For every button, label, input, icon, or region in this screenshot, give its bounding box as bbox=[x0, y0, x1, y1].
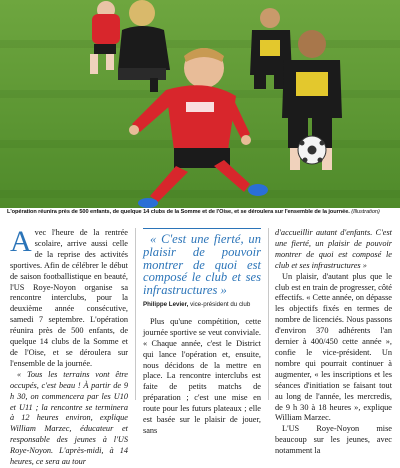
article-column-1 bbox=[10, 225, 128, 468]
caption-credit: (Illustration) bbox=[351, 209, 380, 215]
article-column-3 bbox=[275, 228, 392, 457]
soccer-ball bbox=[298, 136, 326, 164]
article-paragraph: L'US Roye-Noyon mise beaucoup sur les jeunes, avec notamment la bbox=[275, 424, 392, 456]
article-lead-paragraph bbox=[10, 225, 128, 370]
pull-quote bbox=[143, 228, 261, 311]
football-photo-illustration bbox=[0, 0, 400, 208]
article-photo bbox=[0, 0, 400, 208]
photo-caption bbox=[7, 209, 397, 216]
article-paragraph: « Tous les terrains vont être occupés, c'est beau ! À partir de 9 h 30, on commencera par les U10 et U11 ; la rencontre se terminera à 12 heures environ, explique William Marzec, éducateur et responsable des jeunes à l'US Roye-Noyon. L'après-midi, à 14 heures, ce sera au tour bbox=[10, 369, 128, 467]
article-paragraph: Plus qu'une compétition, cette journée sportive se veut conviviale. « Chaque année, c'est le District qui lance l'opération et, ensuite, nous décidons de la mettre en place. La rencontre interclubs est faite de petits matchs de préparation ; c'est une mise en route pour les futurs plateaux ; elle est basée sur le plaisir de jouer, sans bbox=[143, 316, 261, 435]
article-column-2 bbox=[143, 228, 261, 437]
lead-text: vec l'heure de la rentrée scolaire, arrive aussi celle de la reprise des activités sportives. Afin de célébrer le début de saison footballistique en beauté, l'US Roye-Noyon organise sa rencontre interclubs, pour la deuxième année consécutive, samedi 7 septembre. L'opération réunira près de 500 enfants, de quelque 14 clubs de la Somme et de l'Oise, et se déroulera sur l'ensemble de la journée. bbox=[10, 228, 128, 368]
drop-cap: A bbox=[10, 225, 32, 258]
pull-quote-author bbox=[143, 300, 261, 311]
article-paragraph: Un plaisir, d'autant plus que le club est en train de progresser, côté effectifs. « Cette année, on dépasse les objectifs fixés en termes de nombre de licenciés. Nous passons d'environ 370 adhérents l'an dernier à 400/450 cette année », confie le vice-président. Un nombre qui pourrait continuer à augmenter, « les inscriptions et les séances d'initiation se faisant tout au long de l'année, les mercredis, de 9 h 30 à 18 heures », explique William Marzec. bbox=[275, 271, 392, 423]
article-paragraph: d'accueillir autant d'enfants. C'est une fierté, un plaisir de pouvoir montrer de quoi est composé le club et ses infrastructures » bbox=[275, 228, 392, 270]
column-divider bbox=[135, 228, 136, 400]
column-divider bbox=[268, 228, 269, 400]
caption-text: L'opération réunira près de 500 enfants, de quelque 14 clubs de la Somme et de l'Oise, et se déroulera sur l'ensemble de la journée. bbox=[7, 209, 350, 215]
quote-author-name: Philippe Levier, bbox=[143, 300, 189, 308]
pull-quote-text: « C'est une fierté, un plaisir de pouvoir montrer de quoi est composé le club et ses infrastructures » bbox=[143, 232, 261, 298]
quote-author-role: vice-président du club bbox=[190, 300, 251, 308]
